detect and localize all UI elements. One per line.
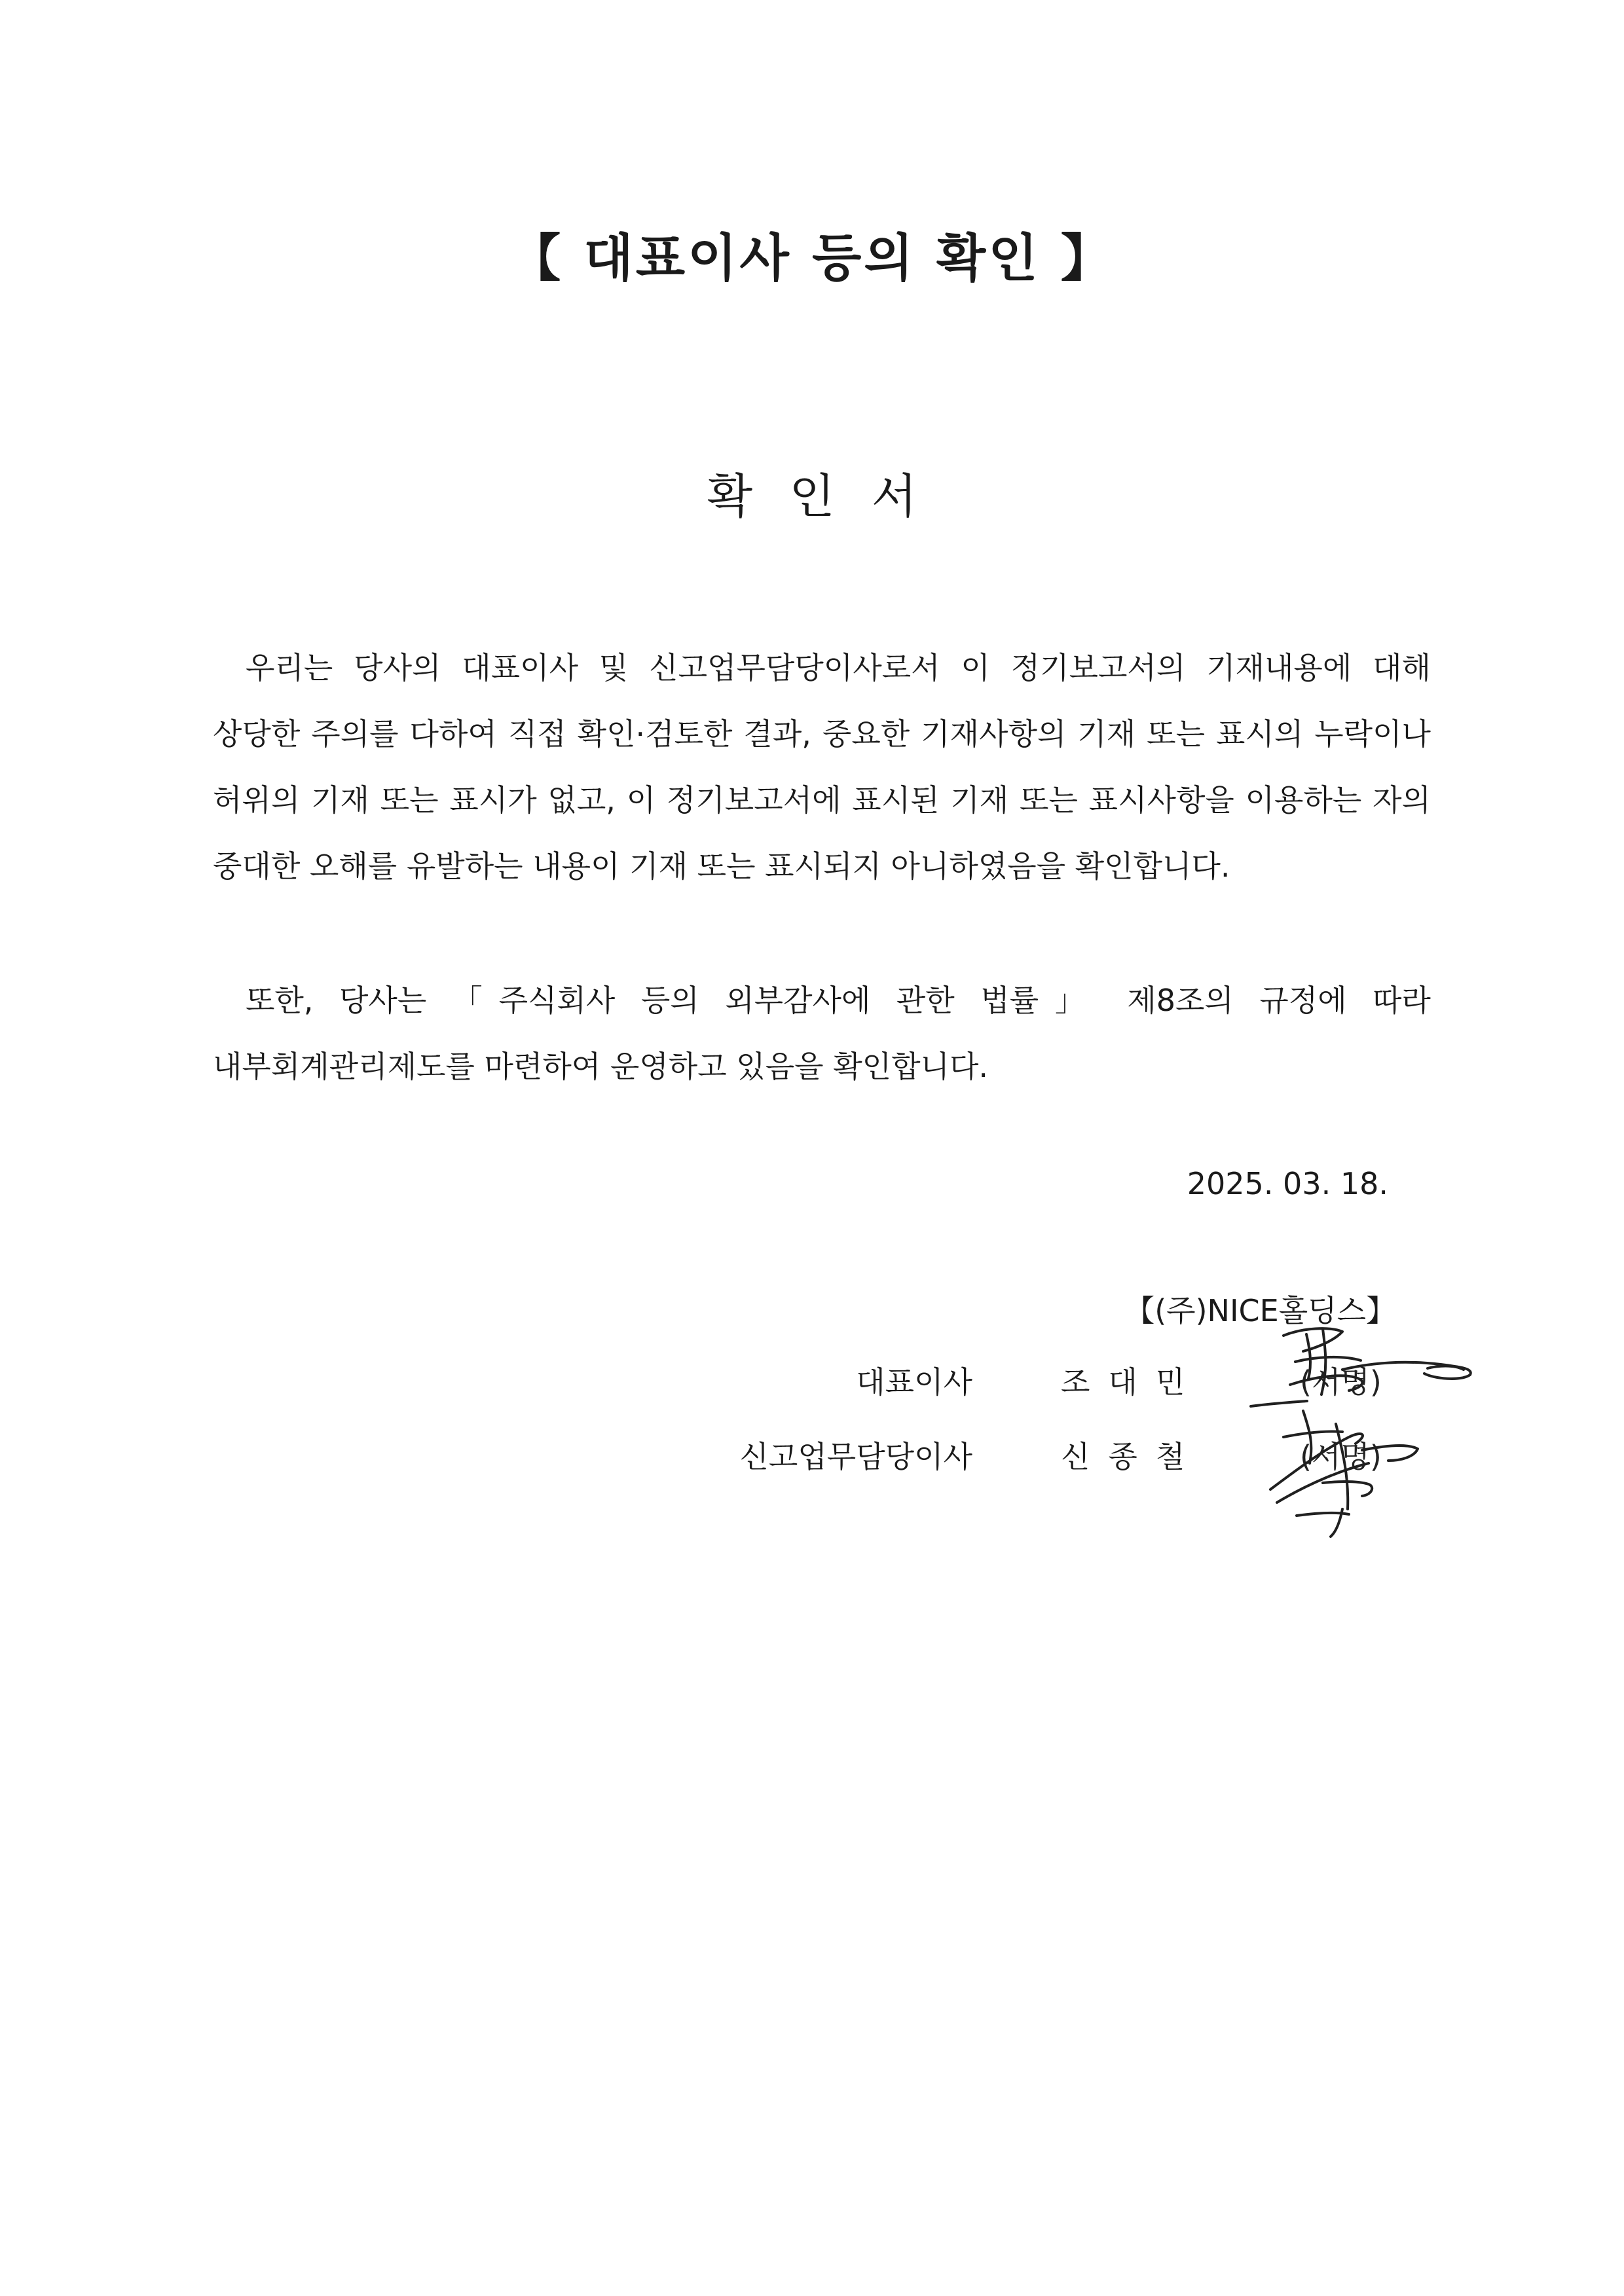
- document-date: 2025. 03. 18.: [1187, 1166, 1388, 1201]
- document-title: 【 대표이사 등의 확인 】: [509, 229, 1115, 288]
- signatory-name: 신종철: [1061, 1439, 1204, 1474]
- signature-placeholder: (서명): [1300, 1364, 1382, 1400]
- document-subtitle: 확인서: [707, 469, 954, 524]
- signatory-row-disclosure-officer: [0, 1427, 1624, 1486]
- signatory-name: 조대민: [1061, 1364, 1204, 1400]
- signatory-role: 신고업무담당이사: [739, 1439, 972, 1474]
- signatory-role: 대표이사: [856, 1364, 972, 1400]
- internal-control-paragraph: 또한, 당사는 「주식회사 등의 외부감사에 관한 법률」 제8조의 규정에 따라 내부회계관리제도를 마련하여 운영하고 있음을 확인합니다.: [213, 983, 1431, 1084]
- company-name: 【(주)NICE홀딩스】: [1124, 1293, 1396, 1328]
- signatory-row-ceo: [0, 1353, 1624, 1412]
- confirmation-paragraph: 우리는 당사의 대표이사 및 신고업무담당이사로서 이 정기보고서의 기재내용에 대해 상당한 주의를 다하여 직접 확인·검토한 결과, 중요한 기재사항의 기재 또는 표시의 누락이나 허위의 기재 또는 표시가 없고, 이 정기보고서에 표시된 기재 또는 표시사항을 이용하는 자의 중대한 오해를 유발하는 내용이 기재 또는 표시되지 아니하였음을 확인합니다.: [213, 650, 1431, 884]
- signature-placeholder: (서명): [1300, 1439, 1382, 1474]
